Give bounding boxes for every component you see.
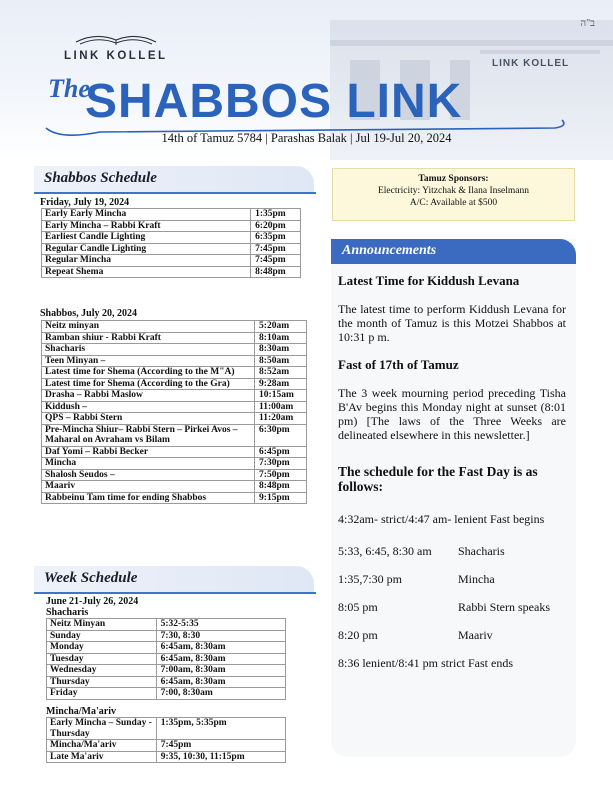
table-row xyxy=(42,355,307,367)
divider xyxy=(34,592,316,594)
table-row xyxy=(47,642,286,654)
schedule-event: Regular Mincha xyxy=(42,255,251,267)
fast-row-event: Mincha xyxy=(458,572,495,586)
schedule-event: Earliest Candle Lighting xyxy=(42,232,251,244)
fast-row-time: 5:33, 6:45, 8:30 am xyxy=(338,544,432,558)
schedule-time: 5:20am xyxy=(255,321,307,333)
table-row xyxy=(42,232,301,244)
table-row xyxy=(42,321,307,333)
sponsor-ac: A/C: Available at $500 xyxy=(409,198,498,208)
schedule-event: Early Mincha – Rabbi Kraft xyxy=(42,220,251,232)
table-row xyxy=(42,446,307,458)
schedule-time: 11:00am xyxy=(255,401,307,413)
announcements-title: Announcements xyxy=(342,243,437,258)
schedule-event: Regular Candle Lighting xyxy=(42,243,251,255)
schedule-time: 7:45pm xyxy=(251,255,301,267)
table-row xyxy=(42,424,307,446)
schedule-event: Maariv xyxy=(42,481,255,493)
newsletter-title: SHABBOS LINK xyxy=(85,75,463,128)
sponsors-title: Tamuz Sponsors: xyxy=(418,174,489,184)
schedule-time: 6:45pm xyxy=(255,446,307,458)
schedule-event: QPS – Rabbi Stern xyxy=(42,413,255,425)
issue-dateline: 14th of Tamuz 5784 | Parashas Balak | Jul 19-Jul 20, 2024 xyxy=(161,131,452,145)
title-the: The xyxy=(48,74,90,103)
schedule-event: Thursday xyxy=(47,676,157,688)
fast-schedule-row xyxy=(338,600,566,614)
schedule-event: Teen Minyan – xyxy=(42,355,255,367)
book-logo-icon xyxy=(74,30,158,46)
schedule-event: Monday xyxy=(47,642,157,654)
kiddush-levana-heading: Latest Time for Kiddush Levana xyxy=(338,273,520,288)
schedule-time: 7:00, 8:30am xyxy=(156,688,285,700)
schedule-time: 6:30pm xyxy=(255,424,307,446)
table-row xyxy=(42,344,307,356)
schedule-event: Drasha – Rabbi Maslow xyxy=(42,390,255,402)
week-range: June 21-July 26, 2024 xyxy=(46,596,139,607)
shabbos-label: Shabbos, July 20, 2024 xyxy=(40,308,137,319)
fast-row-event: Rabbi Stern speaks xyxy=(458,600,550,614)
fast-schedule-row xyxy=(338,572,566,586)
schedule-time: 7:00am, 8:30am xyxy=(156,665,285,677)
fast-row-time: 8:20 pm xyxy=(338,628,378,642)
mincha-label: Mincha/Ma'ariv xyxy=(46,706,116,717)
table-row xyxy=(47,619,286,631)
fast-schedule-row xyxy=(338,628,566,642)
table-row xyxy=(47,630,286,642)
fast-row-time: 8:05 pm xyxy=(338,600,378,614)
schedule-event: Shacharis xyxy=(42,344,255,356)
table-row xyxy=(47,653,286,665)
table-row xyxy=(42,469,307,481)
table-row xyxy=(42,481,307,493)
fast-ends: 8:36 lenient/8:41 pm strict Fast ends xyxy=(338,656,513,670)
schedule-time: 10:15am xyxy=(255,390,307,402)
schedule-time: 8:48pm xyxy=(251,266,301,278)
schedule-time: 8:30am xyxy=(255,344,307,356)
shacharis-label: Shacharis xyxy=(46,607,89,618)
schedule-time: 7:30, 8:30 xyxy=(156,630,285,642)
schedule-time: 1:35pm xyxy=(251,209,301,221)
schedule-time: 9:35, 10:30, 11:15pm xyxy=(156,751,285,763)
table-row xyxy=(47,665,286,677)
week-schedule-title: Week Schedule xyxy=(44,570,138,586)
table-row xyxy=(42,413,307,425)
schedule-time: 9:28am xyxy=(255,378,307,390)
friday-schedule-table xyxy=(41,208,301,278)
schedule-event: Tuesday xyxy=(47,653,157,665)
fast-schedule-rows xyxy=(338,544,566,642)
schedule-time: 8:52am xyxy=(255,367,307,379)
table-row xyxy=(42,266,301,278)
schedule-event: Wednesday xyxy=(47,665,157,677)
fast-begins: 4:32am- strict/4:47 am- lenient Fast begins xyxy=(338,512,545,526)
schedule-time: 1:35pm, 5:35pm xyxy=(156,718,285,740)
announcements-header xyxy=(331,239,576,264)
schedule-event: Kiddush – xyxy=(42,401,255,413)
schedule-time: 7:50pm xyxy=(255,469,307,481)
schedule-time: 8:50am xyxy=(255,355,307,367)
schedule-event: Daf Yomi – Rabbi Becker xyxy=(42,446,255,458)
table-row xyxy=(42,255,301,267)
table-row xyxy=(42,367,307,379)
sponsor-electricity: Electricity: Yitzchak & Ilana Inselmann xyxy=(377,186,530,196)
fast-schedule-heading: The schedule for the Fast Day is as follows: xyxy=(338,464,538,494)
schedule-time: 6:45am, 8:30am xyxy=(156,676,285,688)
schedule-time: 6:35pm xyxy=(251,232,301,244)
schedule-event: Ramban shiur - Rabbi Kraft xyxy=(42,332,255,344)
kollel-logo-text: LINK KOLLEL xyxy=(64,50,168,62)
table-row xyxy=(47,688,286,700)
shabbos-schedule-header xyxy=(34,166,314,192)
schedule-event: Latest time for Shema (According to the Gra) xyxy=(42,378,255,390)
fast-heading: Fast of 17th of Tamuz xyxy=(338,357,459,372)
schedule-time: 9:15pm xyxy=(255,492,307,504)
table-row xyxy=(42,378,307,390)
bh-mark: ב"ה xyxy=(580,18,595,29)
schedule-event: Early Early Mincha xyxy=(42,209,251,221)
mincha-table xyxy=(46,717,286,763)
fast-schedule-row xyxy=(338,544,566,558)
shabbos-schedule-title: Shabbos Schedule xyxy=(44,170,157,186)
table-row xyxy=(47,718,286,740)
schedule-time: 6:20pm xyxy=(251,220,301,232)
week-schedule-header xyxy=(34,566,314,592)
schedule-event: Late Ma'ariv xyxy=(47,751,157,763)
shabbos-schedule-table xyxy=(41,320,307,504)
table-row xyxy=(42,243,301,255)
table-row xyxy=(47,676,286,688)
table-row xyxy=(47,740,286,752)
kiddush-levana-text: The latest time to perform Kiddush Levana for the month of Tamuz is this Motzei Shabbos at 10:31 p m. xyxy=(338,302,566,344)
schedule-event: Neitz Minyan xyxy=(47,619,157,631)
schedule-event: Shalosh Seudos – xyxy=(42,469,255,481)
announcements-body xyxy=(338,274,566,684)
schedule-time: 11:20am xyxy=(255,413,307,425)
table-row xyxy=(42,390,307,402)
table-row xyxy=(42,401,307,413)
schedule-time: 7:45pm xyxy=(251,243,301,255)
schedule-event: Mincha/Ma'ariv xyxy=(47,740,157,752)
sponsors-box xyxy=(332,168,575,221)
table-row xyxy=(42,492,307,504)
schedule-time: 6:45am, 8:30am xyxy=(156,642,285,654)
schedule-time: 6:45am, 8:30am xyxy=(156,653,285,665)
schedule-time: 7:45pm xyxy=(156,740,285,752)
schedule-time: 7:30pm xyxy=(255,458,307,470)
schedule-event: Rabbeinu Tam time for ending Shabbos xyxy=(42,492,255,504)
schedule-event: Mincha xyxy=(42,458,255,470)
fast-text: The 3 week mourning period preceding Tisha B'Av begins this Monday night at sunset (8:01 pm) [The laws of the Three Weeks are delineated elsewhere in this newsletter.] xyxy=(338,386,566,442)
schedule-event: Latest time for Shema (According to the M"A) xyxy=(42,367,255,379)
fast-row-event: Maariv xyxy=(458,628,493,642)
divider xyxy=(34,192,316,194)
schedule-event: Sunday xyxy=(47,630,157,642)
fast-row-event: Shacharis xyxy=(458,544,505,558)
table-row xyxy=(42,458,307,470)
shacharis-table xyxy=(46,618,286,700)
building-sign: LINK KOLLEL xyxy=(492,58,570,69)
table-row xyxy=(42,332,307,344)
table-row xyxy=(42,220,301,232)
schedule-time: 8:48pm xyxy=(255,481,307,493)
friday-label: Friday, July 19, 2024 xyxy=(40,197,130,208)
schedule-event: Pre-Mincha Shiur– Rabbi Stern – Pirkei Avos – Maharal on Avraham vs Bilam xyxy=(42,424,255,446)
schedule-event: Repeat Shema xyxy=(42,266,251,278)
fast-row-time: 1:35,7:30 pm xyxy=(338,572,403,586)
schedule-event: Neitz minyan xyxy=(42,321,255,333)
table-row xyxy=(47,751,286,763)
schedule-event: Early Mincha – Sunday - Thursday xyxy=(47,718,157,740)
schedule-time: 8:10am xyxy=(255,332,307,344)
table-row xyxy=(42,209,301,221)
schedule-event: Friday xyxy=(47,688,157,700)
schedule-time: 5:32-5:35 xyxy=(156,619,285,631)
